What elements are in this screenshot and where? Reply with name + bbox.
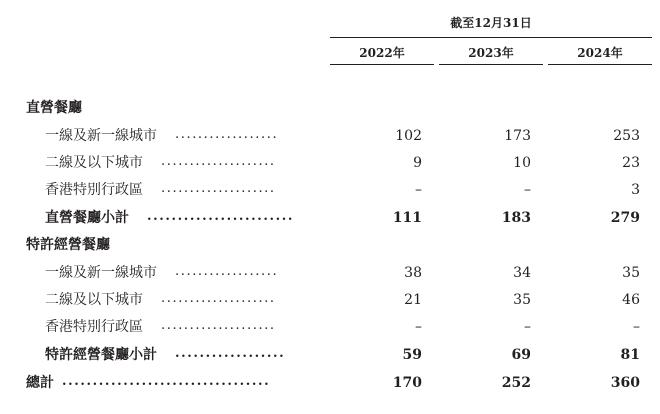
year-header-2024: 2024年 <box>577 46 623 60</box>
year-rule-2024 <box>548 64 652 65</box>
year-rule-2023 <box>439 64 543 65</box>
row-label: 特許經營餐廳小計 <box>45 347 157 363</box>
table-row <box>0 260 660 286</box>
value-2023: 34 <box>513 265 531 281</box>
value-2024: 279 <box>610 210 640 226</box>
value-2023: 183 <box>501 210 531 226</box>
row-label: 一線及新一線城市 <box>45 128 157 144</box>
dot-leader: .................... <box>161 154 276 169</box>
year-header-2023: 2023年 <box>468 46 514 60</box>
row-label: 二線及以下城市 <box>45 155 143 171</box>
value-2023: 10 <box>513 155 531 171</box>
row-label: 總計 <box>26 375 54 391</box>
value-2024: 81 <box>620 347 640 363</box>
year-header-2022: 2022年 <box>359 46 405 60</box>
value-2022: 102 <box>395 128 422 144</box>
value-2023: – <box>524 319 531 335</box>
value-2024: 253 <box>613 128 640 144</box>
row-label: 直營餐廳 <box>26 100 82 116</box>
dot-leader: .................. <box>175 346 286 361</box>
value-2022: – <box>415 182 422 198</box>
table-row <box>0 287 660 313</box>
value-2023: 173 <box>504 128 531 144</box>
value-2024: 23 <box>622 155 640 171</box>
section-row-direct <box>0 95 660 121</box>
row-label: 二線及以下城市 <box>45 292 143 308</box>
total-row <box>0 370 660 396</box>
dot-leader: ........................ <box>147 209 295 224</box>
dot-leader: .................... <box>161 291 276 306</box>
value-2022: 170 <box>392 375 422 391</box>
value-2023: – <box>524 182 531 198</box>
subtotal-row <box>0 342 660 368</box>
value-2022: – <box>415 319 422 335</box>
value-2022: 21 <box>404 292 422 308</box>
row-label: 特許經營餐廳 <box>26 237 110 253</box>
value-2022: 111 <box>392 210 422 226</box>
dot-leader: .................................. <box>62 374 271 389</box>
value-2023: 69 <box>511 347 531 363</box>
value-2022: 38 <box>404 265 422 281</box>
period-header-rule <box>330 37 652 38</box>
year-rule-2022 <box>330 64 434 65</box>
subtotal-row <box>0 205 660 231</box>
value-2024: 35 <box>622 265 640 281</box>
dot-leader: .................. <box>175 264 279 279</box>
value-2023: 35 <box>513 292 531 308</box>
dot-leader: .................... <box>161 318 276 333</box>
table-row <box>0 150 660 176</box>
row-label: 一線及新一線城市 <box>45 265 157 281</box>
table-row <box>0 123 660 149</box>
value-2022: 59 <box>402 347 422 363</box>
table-row <box>0 177 660 203</box>
row-label: 香港特別行政區 <box>45 182 143 198</box>
row-label: 香港特別行政區 <box>45 319 143 335</box>
row-label: 直營餐廳小計 <box>45 210 129 226</box>
section-row-franchised <box>0 232 660 258</box>
table-row <box>0 314 660 340</box>
value-2022: 9 <box>413 155 422 171</box>
value-2024: – <box>633 319 640 335</box>
value-2024: 360 <box>610 375 640 391</box>
dot-leader: .................... <box>161 181 276 196</box>
dot-leader: .................. <box>175 127 279 142</box>
value-2024: 3 <box>631 182 640 198</box>
value-2024: 46 <box>622 292 640 308</box>
value-2023: 252 <box>501 375 531 391</box>
period-header: 截至12月31日 <box>450 16 532 30</box>
